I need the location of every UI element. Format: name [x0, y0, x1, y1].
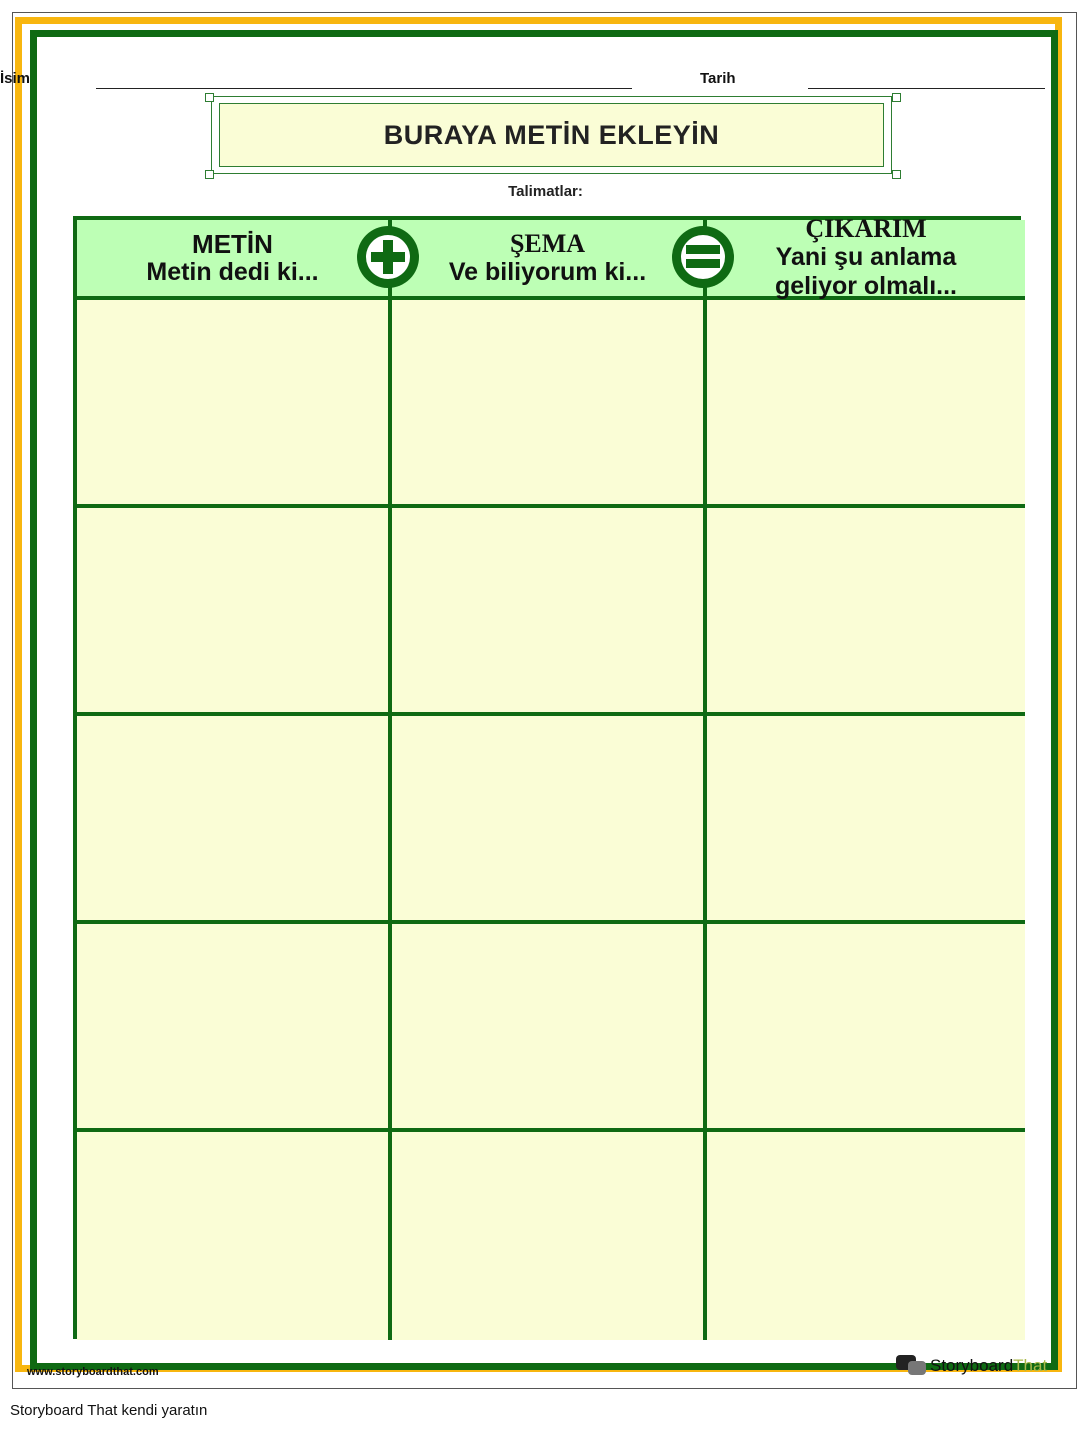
equals-icon — [672, 226, 734, 288]
table-cell[interactable] — [77, 1132, 392, 1340]
title-text: BURAYA METİN EKLEYİN — [219, 103, 884, 167]
table-cell[interactable] — [77, 508, 392, 716]
column-subtitle: Metin dedi ki... — [146, 257, 319, 286]
name-field-line[interactable] — [96, 88, 632, 89]
table-cell[interactable] — [707, 924, 1025, 1132]
storyboardthat-logo[interactable] — [896, 1355, 1047, 1377]
logo-text-storyboard: Storyboard — [930, 1356, 1014, 1375]
table-cell[interactable] — [392, 924, 707, 1132]
column-title: ŞEMA — [509, 228, 586, 258]
column-header-text — [77, 220, 392, 300]
corner-ornament — [892, 93, 901, 102]
table-cell[interactable] — [77, 716, 392, 924]
table-cell[interactable] — [707, 716, 1025, 924]
corner-ornament — [205, 93, 214, 102]
column-header-schema — [392, 220, 707, 300]
footer-caption[interactable]: Storyboard That kendi yaratın — [10, 1402, 208, 1419]
speech-bubble-icon — [896, 1355, 926, 1377]
column-subtitle: Yani şu anlama geliyor olmalı... — [775, 243, 957, 300]
plus-icon — [357, 226, 419, 288]
column-title: METİN — [192, 228, 273, 259]
instructions-label: Talimatlar: — [508, 183, 583, 200]
column-subtitle: Ve biliyorum ki... — [448, 257, 647, 286]
table-cell[interactable] — [707, 508, 1025, 716]
corner-ornament — [892, 170, 901, 179]
table-cell[interactable] — [392, 300, 707, 508]
table-cell[interactable] — [392, 1132, 707, 1340]
table-cell[interactable] — [392, 508, 707, 716]
column-title: ÇIKARIM — [805, 214, 927, 243]
title-box[interactable] — [211, 96, 892, 174]
corner-ornament — [205, 170, 214, 179]
name-label: İsim — [0, 70, 31, 87]
logo-text-that: That — [1013, 1356, 1048, 1375]
table-cell[interactable] — [77, 924, 392, 1132]
table-cell[interactable] — [707, 1132, 1025, 1340]
table-cell[interactable] — [707, 300, 1025, 508]
table-cell[interactable] — [77, 300, 392, 508]
table-cell[interactable] — [392, 716, 707, 924]
inference-table — [73, 216, 1021, 1339]
date-field-line[interactable] — [808, 88, 1045, 89]
website-url[interactable]: www.storyboardthat.com — [27, 1366, 159, 1378]
date-label: Tarih — [700, 70, 736, 87]
column-header-inference — [707, 214, 1025, 300]
